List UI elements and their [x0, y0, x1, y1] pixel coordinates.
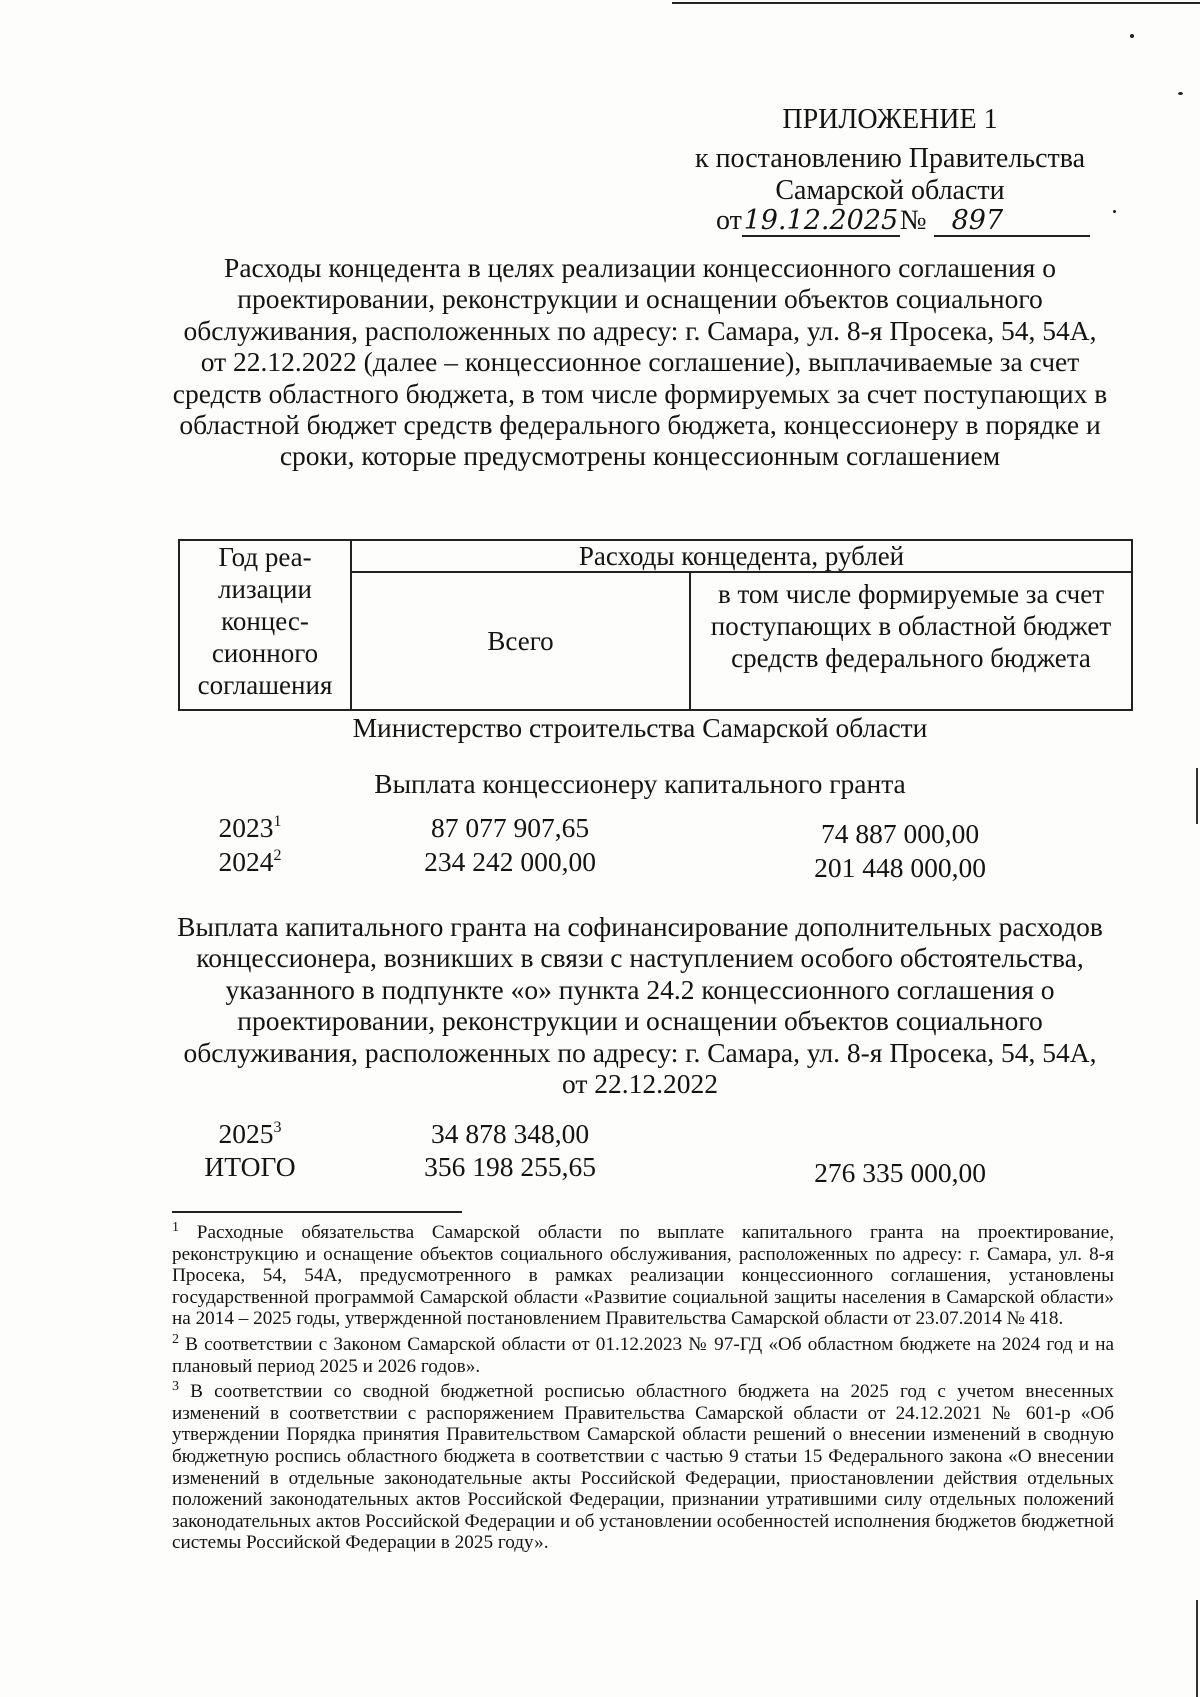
total-column-header [352, 573, 691, 709]
row-year [190, 812, 310, 844]
row-total: 87 077 907,65 [430, 812, 590, 843]
footnote-ref: 1 [273, 813, 282, 830]
section1-title: Выплата концессионеру капитального гранта [374, 768, 906, 799]
scan-edge-mark [1196, 768, 1198, 824]
footnote-3 [172, 1381, 1114, 1554]
footnote-text: В соответствии со сводной бюджетной росписью областного бюджета на 2025 год с учетом внесенных изменений в соответствии с распоряжением Правительства Самарской области от 24.12.2021 № 601-р «Об утверждении Порядка принятия Правительством Самарской области решений о внесении изменений в сводную бюджетную роспись областного бюджета в соответствии с частью 9 статьи 15 Федерального закона «О внесении изменений в отдельные законодательные акты Российской Федерации, приостановлении действия отдельных положений законодательных актов Российской Федерации, признании утратившими силу отдельных положений законодательных актов Российской Федерации и об установлении особенностей исполнения бюджетов бюджетной системы Российской Федерации в 2025 году». [172, 1381, 1115, 1554]
footnotes [172, 1222, 1114, 1554]
footnote-text: В соответствии с Законом Самарской области от 01.12.2023 № 97-ГД «Об областном бюджете на 2024 год и на плановый период 2025 и 2026 годов». [172, 1333, 1115, 1377]
row-federal: 201 448 000,00 [814, 852, 986, 883]
footnote-2 [172, 1331, 1115, 1377]
scan-edge-mark [1196, 1600, 1198, 1697]
footnote-1 [172, 1222, 1114, 1330]
total-row-federal: 276 335 000,00 [814, 1157, 986, 1188]
row-year-value: 2025 [218, 1118, 274, 1149]
scan-speck [1178, 92, 1183, 95]
footnote-separator [172, 1211, 462, 1213]
federal-column-header: в том числе формируемые за счет поступающих в областной бюджет средств федерального бюджета [710, 579, 1112, 673]
row-year [190, 1118, 310, 1150]
total-row-label: ИТОГО [204, 1151, 296, 1182]
document-title: Расходы концедента в целях реализации концессионного соглашения о проектировании, реконструкции и оснащении объектов социального обслуживания, расположенных по адресу: г. Самара, ул. 8-я Просека, 54, 54А, от 22.12.2022 (далее – концессионное соглашение), выплачиваемые за счет средств областного бюджета, в том числе формируемых за счет поступающих в областной бюджет средств федерального бюджета, концессионеру в порядке и сроки, которые предусмотрены концессионным соглашением [172, 252, 1108, 472]
ministry-name: Министерство строительства Самарской области [352, 712, 928, 743]
row-year-value: 2024 [218, 846, 274, 877]
footnote-ref: 2 [273, 847, 282, 864]
expenses-column-header: Расходы концедента, рублей [352, 541, 1131, 573]
handwritten-number: 897 [934, 207, 1090, 237]
appendix-region-line: Самарской области [775, 175, 1005, 206]
scan-speck [1130, 34, 1134, 38]
number-prefix: № [899, 205, 927, 236]
scan-speck [1113, 210, 1116, 213]
total-column-label: Всего [487, 626, 554, 656]
row-year [190, 846, 310, 878]
appendix-title: ПРИЛОЖЕНИЕ 1 [782, 104, 998, 135]
footnote-text: Расходные обязательства Самарской области по выплате капитального гранта на проектирование, реконструкцию и оснащение объектов социального обслуживания, расположенных по адресу: г. Самара, ул. 8-я Просека, 54, 54А, предусмотренного в рамках реализации концессионного соглашения, установлены государственной программой Самарской области «Развитие социальной защиты населения в Самарской области» на 2014 – 2025 годы, утвержденной постановлением Правительства Самарской области от 23.07.2014 № 418. [172, 1222, 1114, 1330]
date-prefix: от [716, 205, 742, 236]
appendix-decree-line: к постановлению Правительства [694, 143, 1086, 174]
row-total: 234 242 000,00 [424, 846, 596, 877]
row-year-value: 2023 [218, 812, 274, 843]
row-federal: 74 887 000,00 [820, 818, 980, 849]
year-column-label: Год реа- лизации концес- сионного соглашения [197, 542, 333, 700]
expenses-table-header [178, 539, 1133, 711]
footnote-mark: 3 [172, 1379, 179, 1395]
footnote-mark: 2 [172, 1331, 179, 1347]
year-column-header [180, 541, 352, 711]
section2-title: Выплата капитального гранта на софинансирование дополнительных расходов концессионера, возникших в связи с наступлением особого обстоятельства, указанного в подпункте «о» пункта 24.2 концессионного соглашения о проектировании, реконструкции и оснащении объектов социального обслуживания, расположенных по адресу: г. Самара, ул. 8-я Просека, 54, 54А, от 22.12.2022 [177, 911, 1103, 1100]
footnote-ref: 3 [273, 1119, 282, 1136]
top-border-line [672, 2, 1200, 4]
handwritten-date: 19.12.2025 [743, 205, 899, 236]
total-row-total: 356 198 255,65 [424, 1151, 596, 1182]
footnote-mark: 1 [172, 1220, 179, 1235]
row-total: 34 878 348,00 [430, 1118, 590, 1149]
decree-date-number [716, 204, 1090, 238]
